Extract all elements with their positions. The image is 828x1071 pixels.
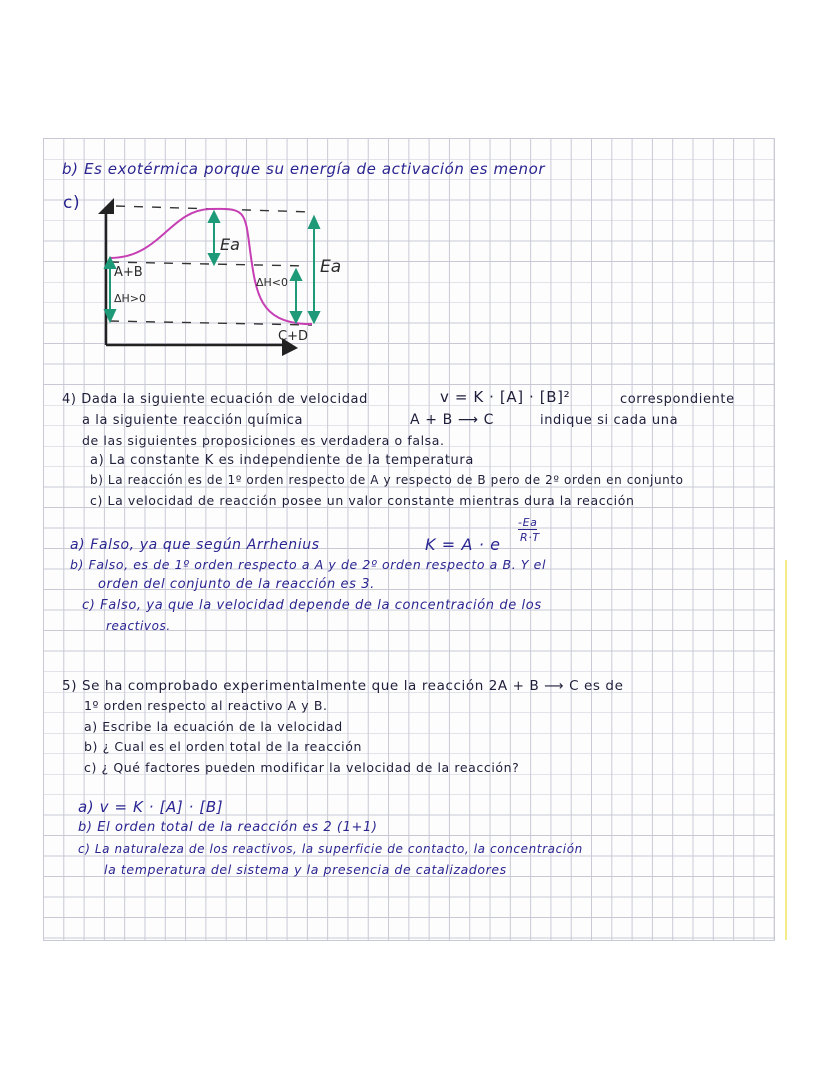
y-axis-arrow-icon (98, 198, 114, 214)
q4-rate-equation: v = K · [A] · [B]² (440, 388, 571, 406)
q4-answer-a-formula: K = A · e (425, 535, 501, 554)
dh-positive-label: ΔH>0 (114, 292, 147, 305)
q4-answer-b-line1: b) Falso, es de 1º orden respecto a A y de 2º orden respecto a B. Y el (70, 557, 547, 572)
q4-answer-b-line2: orden del conjunto de la reacción es 3. (98, 577, 375, 592)
q4-exponent-denominator: R·T (520, 531, 540, 544)
q5-answer-c-line2: la temperatura del sistema y la presencia de catalizadores (104, 862, 507, 877)
products-label: C+D (278, 329, 308, 344)
q5-answer-b: b) El orden total de la reacción es 2 (1+1) (78, 820, 378, 835)
q4-reaction: A + B ⟶ C (410, 412, 494, 428)
answer-3b: b) Es exotérmica porque su energía de activación es menor (62, 160, 546, 178)
q4-line1: 4) Dada la siguiente ecuación de velocidad (62, 392, 368, 407)
q5-item-c: c) ¿ Qué factores pueden modificar la velocidad de la reacción? (84, 760, 520, 775)
q4-answer-c-line2: reactivos. (106, 619, 171, 633)
q4-line3: de las siguientes proposiciones es verdadera o falsa. (82, 433, 445, 448)
q4-exponent-numerator: -Ea (518, 516, 538, 529)
q4-item-b: b) La reacción es de 1º orden respecto de A y respecto de B pero de 2º orden en conjunto (90, 473, 684, 487)
q5-line2: 1º orden respecto al reactivo A y B. (84, 698, 328, 713)
q4-answer-a: a) Falso, ya que según Arrhenius (70, 537, 320, 553)
q5-answer-c-line1: c) La naturaleza de los reactivos, la superficie de contacto, la concentración (78, 842, 583, 856)
q4-answer-c-line1: c) Falso, ya que la velocidad depende de la concentración de los (82, 598, 542, 613)
q5-line1: 5) Se ha comprobado experimentalmente que la reacción 2A + B ⟶ C es de (62, 678, 624, 694)
q5-item-a: a) Escribe la ecuación de la velocidad (84, 719, 343, 734)
ea-large-label: Ea (320, 257, 342, 277)
highlighter-margin (785, 560, 787, 940)
label-3c: c) (63, 193, 81, 213)
q5-answer-a: a) v = K · [A] · [B] (78, 798, 224, 816)
q4-line2-end: indique si cada una (540, 413, 679, 428)
energy-diagram (50, 190, 370, 360)
reactants-label: A+B (114, 265, 143, 280)
dh-negative-label: ΔH<0 (256, 276, 289, 289)
q4-item-a: a) La constante K es independiente de la temperatura (90, 453, 474, 468)
ea-small-label: Ea (220, 235, 240, 254)
q4-line2: a la siguiente reacción química (82, 413, 304, 428)
q4-item-c: c) La velocidad de reacción posee un valor constante mientras dura la reacción (90, 493, 635, 508)
q4-line1-end: correspondiente (620, 392, 735, 407)
q5-item-b: b) ¿ Cual es el orden total de la reacción (84, 739, 363, 754)
